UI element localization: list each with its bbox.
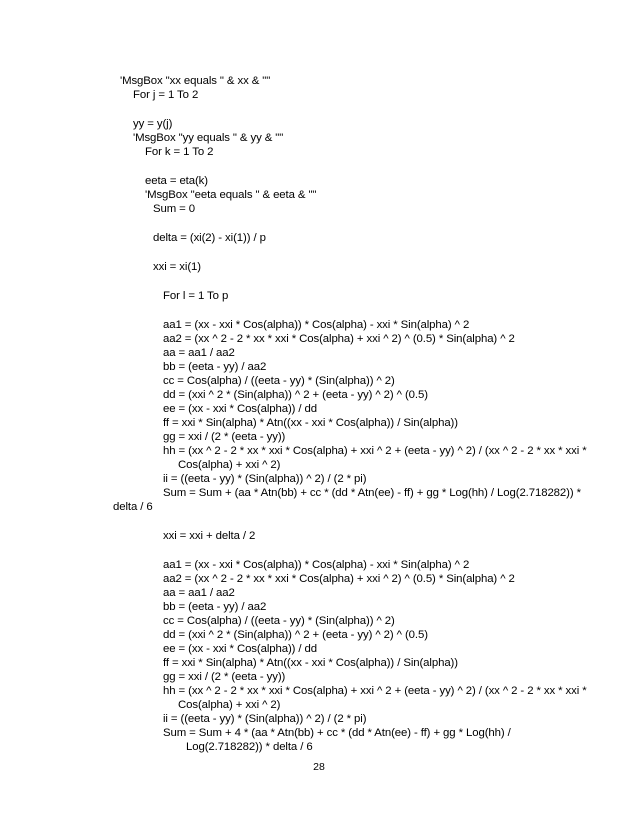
code-line: delta = (xi(2) - xi(1)) / p bbox=[153, 232, 266, 244]
code-line: gg = xxi / (2 * (eeta - yy)) bbox=[163, 671, 286, 683]
code-line: Sum = Sum + 4 * (aa * Atn(bb) + cc * (dd * Atn(ee) - ff) + gg * Log(hh) / bbox=[163, 727, 511, 739]
code-line: ii = ((eeta - yy) * (Sin(alpha)) ^ 2) / (2 * pi) bbox=[163, 713, 367, 725]
code-line: cc = Cos(alpha) / ((eeta - yy) * (Sin(alpha)) ^ 2) bbox=[163, 615, 395, 627]
code-line: xxi = xxi + delta / 2 bbox=[163, 530, 256, 542]
code-line: xxi = xi(1) bbox=[153, 261, 201, 273]
code-line: bb = (eeta - yy) / aa2 bbox=[163, 601, 267, 613]
code-line: hh = (xx ^ 2 - 2 * xx * xxi * Cos(alpha) + xxi ^ 2 + (eeta - yy) ^ 2) / (xx ^ 2 - 2 * xx * xxi * bbox=[163, 445, 587, 457]
code-line: ee = (xx - xxi * Cos(alpha)) / dd bbox=[163, 403, 318, 415]
code-line: For l = 1 To p bbox=[163, 290, 229, 302]
code-line: 'MsgBox "xx equals " & xx & "" bbox=[120, 75, 271, 87]
code-line: aa2 = (xx ^ 2 - 2 * xx * xxi * Cos(alpha) + xxi ^ 2) ^ (0.5) * Sin(alpha) ^ 2 bbox=[163, 573, 515, 585]
code-line: dd = (xxi ^ 2 * (Sin(alpha)) ^ 2 + (eeta - yy) ^ 2) ^ (0.5) bbox=[163, 389, 428, 401]
code-line: cc = Cos(alpha) / ((eeta - yy) * (Sin(alpha)) ^ 2) bbox=[163, 375, 395, 387]
code-line: dd = (xxi ^ 2 * (Sin(alpha)) ^ 2 + (eeta - yy) ^ 2) ^ (0.5) bbox=[163, 629, 428, 641]
code-line: aa2 = (xx ^ 2 - 2 * xx * xxi * Cos(alpha) + xxi ^ 2) ^ (0.5) * Sin(alpha) ^ 2 bbox=[163, 333, 515, 345]
code-line: delta / 6 bbox=[113, 501, 153, 513]
code-line: bb = (eeta - yy) / aa2 bbox=[163, 361, 267, 373]
code-line: gg = xxi / (2 * (eeta - yy)) bbox=[163, 431, 286, 443]
code-line: 'MsgBox "yy equals " & yy & "" bbox=[133, 132, 284, 144]
code-line: aa = aa1 / aa2 bbox=[163, 347, 235, 359]
code-line: aa1 = (xx - xxi * Cos(alpha)) * Cos(alpha) - xxi * Sin(alpha) ^ 2 bbox=[163, 559, 470, 571]
code-line: hh = (xx ^ 2 - 2 * xx * xxi * Cos(alpha) + xxi ^ 2 + (eeta - yy) ^ 2) / (xx ^ 2 - 2 * xx * xxi * bbox=[163, 685, 587, 697]
code-line: Sum = 0 bbox=[153, 203, 196, 215]
page-number: 28 bbox=[313, 761, 325, 773]
code-line: eeta = eta(k) bbox=[145, 175, 208, 187]
code-line: Cos(alpha) + xxi ^ 2) bbox=[178, 459, 281, 471]
code-line: aa1 = (xx - xxi * Cos(alpha)) * Cos(alpha) - xxi * Sin(alpha) ^ 2 bbox=[163, 319, 470, 331]
code-line: For j = 1 To 2 bbox=[133, 89, 199, 101]
code-line: ee = (xx - xxi * Cos(alpha)) / dd bbox=[163, 643, 318, 655]
code-line: yy = y(j) bbox=[133, 118, 173, 130]
code-line: Sum = Sum + (aa * Atn(bb) + cc * (dd * Atn(ee) - ff) + gg * Log(hh) / Log(2.718282)) * bbox=[163, 487, 581, 499]
code-line: Cos(alpha) + xxi ^ 2) bbox=[178, 699, 281, 711]
code-line: ii = ((eeta - yy) * (Sin(alpha)) ^ 2) / (2 * pi) bbox=[163, 473, 367, 485]
code-line: Log(2.718282)) * delta / 6 bbox=[186, 741, 313, 753]
code-line: 'MsgBox "eeta equals " & eeta & "" bbox=[145, 189, 317, 201]
code-line: ff = xxi * Sin(alpha) * Atn((xx - xxi * Cos(alpha)) / Sin(alpha)) bbox=[163, 657, 458, 669]
code-line: aa = aa1 / aa2 bbox=[163, 587, 235, 599]
code-line: ff = xxi * Sin(alpha) * Atn((xx - xxi * Cos(alpha)) / Sin(alpha)) bbox=[163, 417, 458, 429]
code-line: For k = 1 To 2 bbox=[145, 146, 214, 158]
